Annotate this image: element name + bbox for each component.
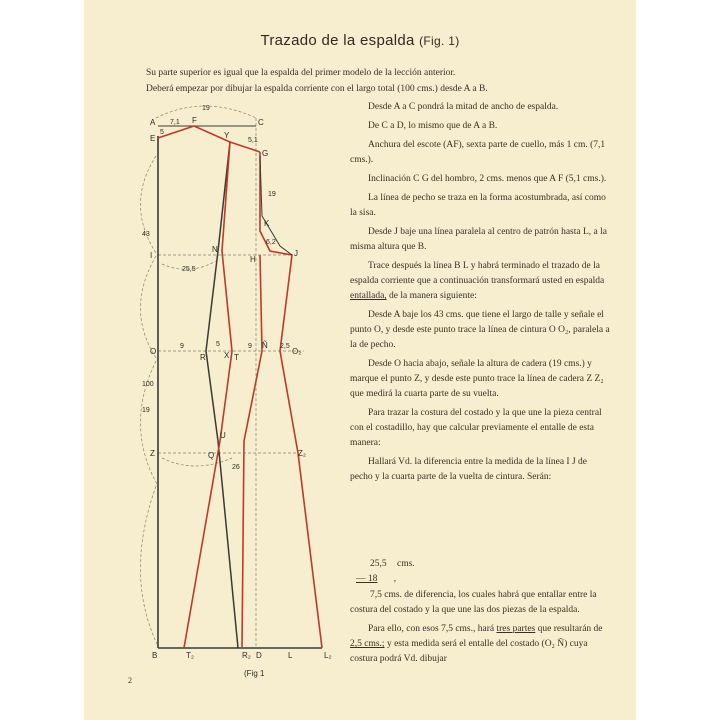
label-h: H	[250, 255, 256, 264]
paragraph-7-text: Trace después la línea B L y habrá terminado el trazado de la espalda corriente que a continuación transformará usted en espalda	[350, 261, 605, 286]
label-z: Z	[150, 449, 155, 458]
paragraph-5: La línea de pecho se traza en la forma acostumbrada, así como la sisa.	[350, 193, 606, 218]
paragraph-1: Desde A a C pondrá la mitad de ancho de espalda.	[368, 102, 559, 112]
final-c: que resultarán de	[537, 624, 603, 634]
measure-43: 43	[142, 231, 150, 238]
label-o2: O₂	[292, 347, 302, 356]
neck-shoulder-line	[158, 126, 260, 152]
final-e: y esta medida será el entalle del costado (O₂ Ñ) cuya costura podrá Vd. dibujar	[350, 639, 588, 664]
final-paragraph	[350, 622, 612, 667]
label-z2: Z₂	[298, 449, 306, 458]
calc-minus-18: — 18	[356, 574, 378, 584]
paragraph-8: Desde A baje los 43 cms. que tiene el largo de talle y señale el punto O, y desde este punto trace la línea de cintura O O₂, paralela a la de pecho.	[350, 310, 610, 350]
calc-result-line	[350, 588, 612, 618]
calc-result	[350, 588, 612, 671]
page-title	[84, 32, 636, 49]
hip-arc	[140, 361, 158, 486]
paragraph-2: De C a D, lo mismo que de A a B.	[368, 121, 498, 131]
side-panel-seam	[242, 255, 262, 648]
calc-result-text: cms. de diferencia, los cuales habrá que entallar entre la costura del costado y la que une las dos piezas de la espalda.	[350, 590, 597, 615]
calc-value-2	[356, 572, 396, 587]
label-o: O	[150, 347, 157, 356]
waist-arc	[140, 256, 158, 361]
construction-lines	[140, 106, 304, 648]
measure-19-side: 19	[268, 191, 276, 198]
label-a: A	[150, 118, 156, 127]
label-t2: T₂	[186, 651, 194, 660]
measure-arc-26	[162, 458, 232, 466]
measure-7-1: 7,1	[170, 119, 180, 126]
final-a: Para ello, con esos 7,5 cms., hará	[368, 624, 495, 634]
title-text: Trazado de la espalda	[260, 32, 415, 49]
paragraph-11: Hallará Vd. la diferencia entre la medida de la línea I J de pecho y la cuarta parte de la vuelta de cintura. Serán:	[350, 457, 588, 482]
bust-arc	[140, 156, 158, 256]
measure-26: 26	[232, 464, 240, 471]
measure-labels	[142, 105, 290, 471]
label-e: E	[150, 134, 156, 143]
intro-line-2: Deberá empezar por dibujar la espalda corriente con el largo total (100 cms.) desde A a B.	[146, 84, 488, 94]
pattern-figure	[84, 96, 344, 696]
label-f: F	[192, 116, 197, 125]
measure-100: 100	[142, 381, 154, 388]
label-k: K	[264, 219, 270, 228]
label-t: T	[234, 353, 239, 362]
text-column	[350, 100, 612, 489]
measure-5-1: 5,1	[248, 137, 258, 144]
paragraph-7-underlined: entallada,	[350, 291, 387, 301]
panel-seam-red	[184, 142, 232, 648]
paragraph-3: Anchura del escote (AF), sexta parte de cuello, más 1 cm. (7,1 cms.).	[350, 140, 606, 165]
label-u: U	[220, 431, 226, 440]
paragraph-4: Inclinación C G del hombro, 2 cms. menos que A F (5,1 cms.).	[368, 174, 607, 184]
point-labels	[150, 116, 332, 660]
label-x: X	[224, 351, 230, 360]
paragraph-9: Desde O hacia abajo, señale la altura de cadera (19 cms.) y marque el punto Z, y desde este punto trace la línea de cadera Z Z₂ que medirá la cuarta parte de su vuelta.	[350, 359, 604, 399]
paragraph-7-end: de la manera siguiente:	[389, 291, 477, 301]
measure-19-top: 19	[202, 105, 210, 112]
measure-2-5: 2,5	[280, 343, 290, 350]
intro-line-1: Su parte superior es igual que la espalda del primer modelo de la lección anterior.	[146, 68, 456, 78]
label-q: Q	[208, 451, 215, 460]
label-l: L	[288, 651, 293, 660]
length-arc	[140, 486, 158, 646]
measure-9-b: 9	[248, 343, 252, 350]
paragraph-6: Desde J baje una línea paralela al centro de patrón hasta L, a la misma altura que B.	[350, 227, 607, 252]
figure-caption: (Fig 1	[244, 669, 265, 678]
label-d: D	[256, 651, 262, 660]
measure-5-a: 5	[160, 129, 164, 136]
label-j: J	[294, 249, 298, 258]
book-page	[84, 0, 636, 720]
calc-unit: cms.	[397, 559, 415, 569]
measure-25-5: 25,5	[182, 266, 196, 273]
label-i: I	[150, 251, 153, 260]
label-n: N	[212, 245, 218, 254]
label-c: C	[258, 118, 264, 127]
measure-19-hip: 19	[142, 407, 150, 414]
label-r2: R₂	[242, 651, 251, 660]
label-l2: L₂	[324, 651, 332, 660]
label-r: R	[200, 353, 206, 362]
paragraph-7	[350, 259, 612, 304]
page-number: 2	[128, 676, 132, 685]
label-y: Y	[224, 131, 230, 140]
calc-7-5: 7,5	[370, 590, 382, 600]
panel-seam-dark	[206, 142, 238, 648]
calc-value-1	[370, 557, 415, 572]
label-n-tilde: Ñ	[262, 341, 268, 350]
label-g: G	[262, 149, 269, 158]
paragraph-10: Para trazar la costura del costado y la que une la pieza central con el costadillo, hay que calcular previamente el entalle de esta manera:	[350, 408, 602, 448]
measure-6-2: 6,2	[266, 239, 276, 246]
title-fig: (Fig. 1)	[419, 34, 460, 48]
calc-sep: ,	[393, 574, 397, 584]
final-d: 2,5 cms.;	[350, 639, 385, 649]
label-b: B	[152, 651, 158, 660]
final-b: tres partes	[496, 624, 536, 634]
measure-9-a: 9	[180, 343, 184, 350]
measure-5-b: 5	[216, 341, 220, 348]
calc-25-5: 25,5	[370, 559, 387, 569]
